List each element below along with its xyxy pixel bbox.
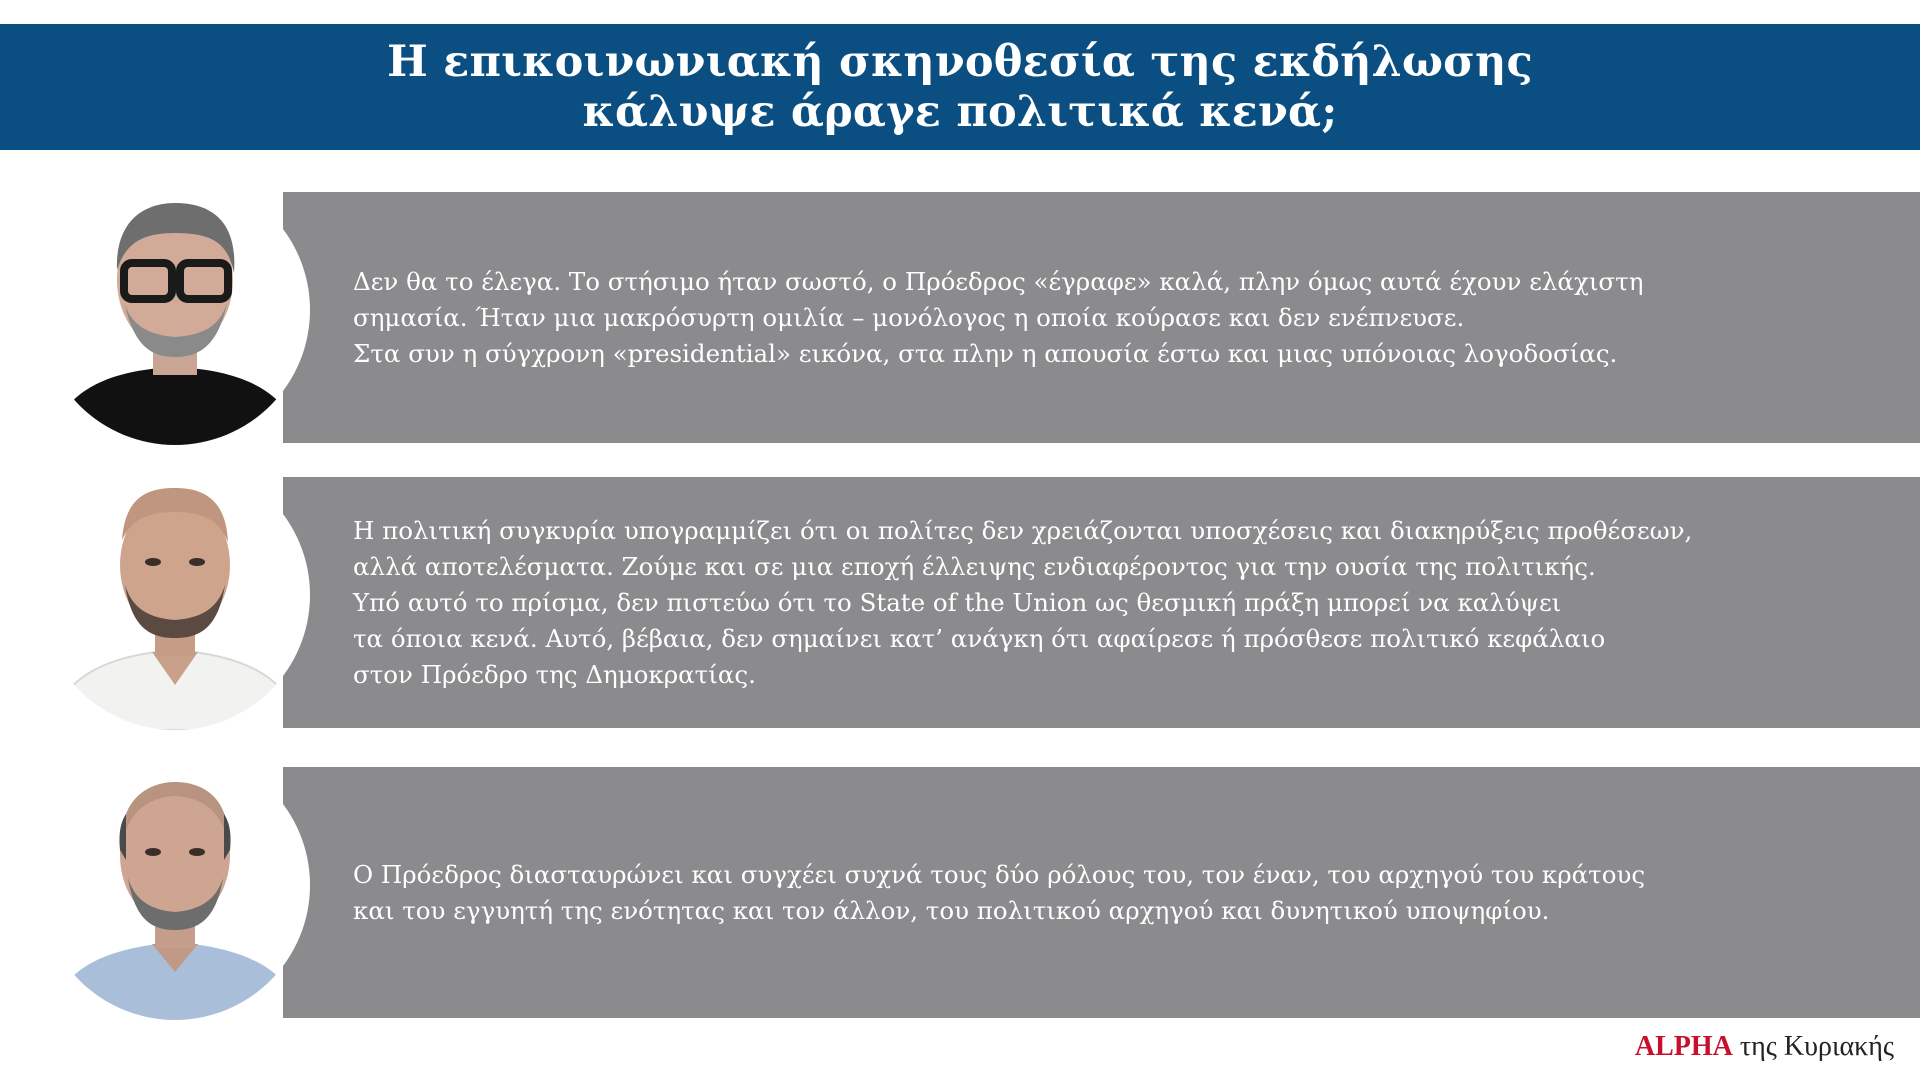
brand-name: ALPHA bbox=[1634, 1031, 1733, 1062]
page-title-line-2: κάλυψε άραγε πολιτικά κενά; bbox=[582, 87, 1338, 137]
quote-line: στον Πρόεδρο της Δημοκρατίας. bbox=[353, 659, 756, 689]
quote-panel-3 bbox=[283, 767, 1920, 1018]
portrait-3 bbox=[40, 750, 310, 1020]
header-banner bbox=[0, 24, 1920, 150]
quote-text-3 bbox=[353, 857, 1645, 929]
quote-text-2 bbox=[353, 513, 1692, 693]
quote-line: Ο Πρόεδρος διασταυρώνει και συγχέει συχνά τους δύο ρόλους του, τον έναν, του αρχηγού του κράτους bbox=[353, 859, 1646, 889]
quote-line: αλλά αποτελέσματα. Ζούμε και σε μια εποχή έλλειψης ενδιαφέροντος για την ουσία της πολιτικής. bbox=[353, 551, 1596, 581]
portrait-1 bbox=[40, 175, 310, 445]
quote-line: Η πολιτική συγκυρία υπογραμμίζει ότι οι πολίτες δεν χρειάζονται υποσχέσεις και διακηρύξεις προθέσεων, bbox=[353, 515, 1693, 545]
quote-text-1 bbox=[353, 264, 1643, 372]
quote-panel-2 bbox=[283, 477, 1920, 728]
quote-line: σημασία. Ήταν μια μακρόσυρτη ομιλία – μονόλογος η οποία κούρασε και δεν ενέπνευσε. bbox=[353, 302, 1465, 332]
quote-line: τα όποια κενά. Αυτό, βέβαια, δεν σημαίνει κατ’ ανάγκη ότι αφαίρεσε ή πρόσθεσε πολιτικό κεφάλαιο bbox=[353, 623, 1606, 653]
quote-panel-1 bbox=[283, 192, 1920, 443]
quote-line: Στα συν η σύγχρονη «presidential» εικόνα, στα πλην η απουσία έστω και μιας υπόνοιας λογοδοσίας. bbox=[353, 338, 1618, 368]
quote-line: και του εγγυητή της ενότητας και τον άλλον, του πολιτικού αρχηγού και δυνητικού υποψηφίου. bbox=[353, 895, 1550, 925]
quote-line: Δεν θα το έλεγα. Το στήσιμο ήταν σωστό, ο Πρόεδρος «έγραφε» καλά, πλην όμως αυτά έχουν ελάχιστη bbox=[353, 266, 1644, 296]
page-title-line-1: Η επικοινωνιακή σκηνοθεσία της εκδήλωσης bbox=[387, 37, 1533, 87]
brand-suffix: της Κυριακής bbox=[1732, 1031, 1894, 1062]
quote-line: Υπό αυτό το πρίσμα, δεν πιστεύω ότι το State of the Union ως θεσμική πράξη μπορεί να καλύψει bbox=[353, 587, 1562, 617]
brand-footer bbox=[1635, 1027, 1894, 1067]
portrait-2 bbox=[40, 460, 310, 730]
